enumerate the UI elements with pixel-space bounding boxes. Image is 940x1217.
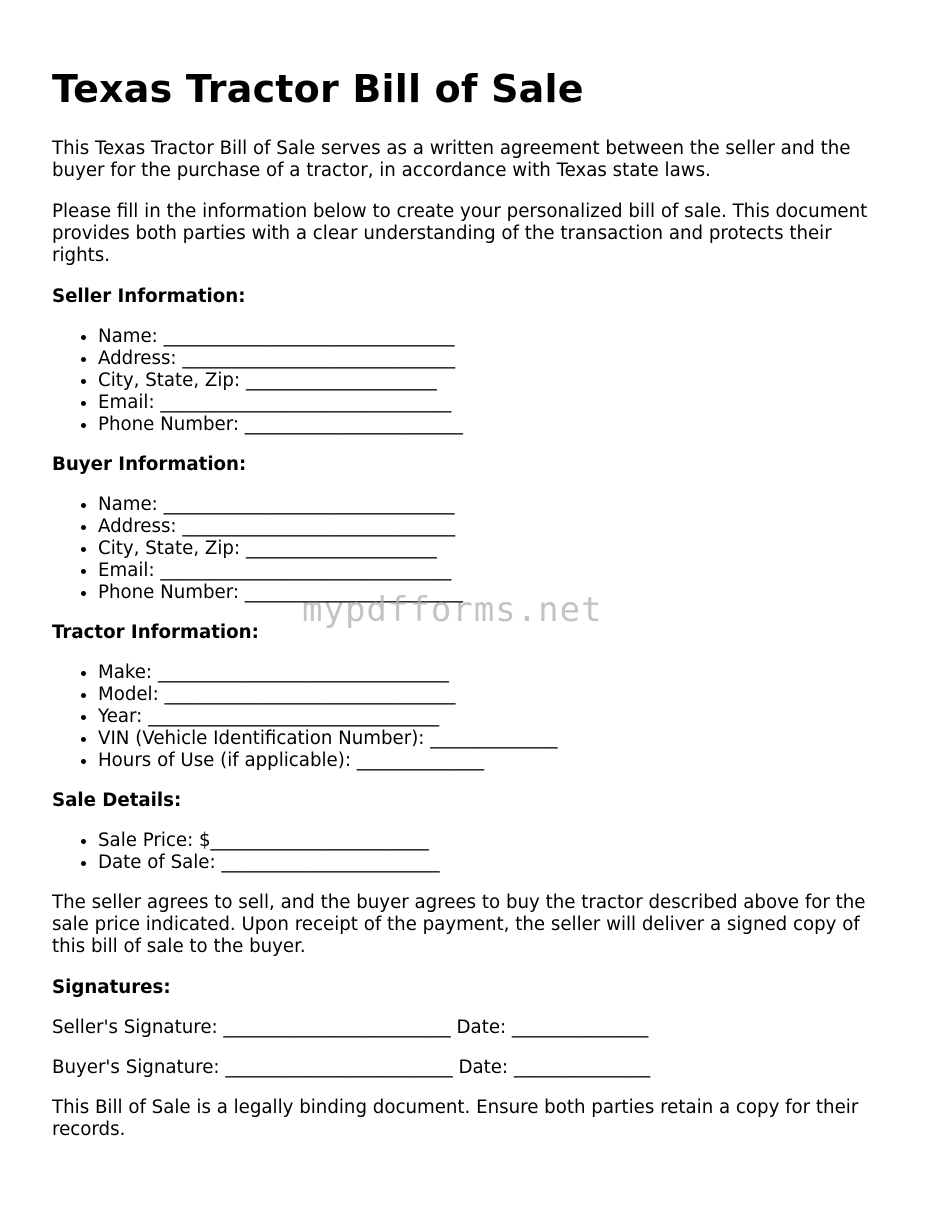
buyer-phone-field: • Phone Number: ________________________ <box>98 582 892 604</box>
tractor-hours-field: • Hours of Use (if applicable): ______________ <box>98 750 892 772</box>
tractor-fields-list <box>52 662 892 772</box>
sale-date-field: • Date of Sale: ________________________ <box>98 852 892 874</box>
seller-name-field: • Name: ________________________________ <box>98 326 892 348</box>
tractor-vin-field: • VIN (Vehicle Identification Number): ______________ <box>98 728 892 750</box>
sale-fields-list <box>52 830 892 874</box>
tractor-model-field: • Model: ________________________________ <box>98 684 892 706</box>
buyer-fields-list <box>52 494 892 604</box>
seller-section-heading: Seller Information: <box>52 286 246 307</box>
seller-address-field: • Address: ______________________________ <box>98 348 892 370</box>
buyer-email-field: • Email: ________________________________ <box>98 560 892 582</box>
seller-email-field: • Email: ________________________________ <box>98 392 892 414</box>
buyer-signature-line: Buyer's Signature: _________________________ Date: _______________ <box>52 1057 651 1078</box>
seller-city-state-zip-field: • City, State, Zip: _____________________ <box>98 370 892 392</box>
intro-paragraph: This Texas Tractor Bill of Sale serves as a written agreement between the seller and the buyer for the purchase of a tractor, in accordance with Texas state laws. <box>52 138 851 181</box>
watermark-text: mypdfforms.net <box>302 590 603 630</box>
seller-signature-line: Seller's Signature: _________________________ Date: _______________ <box>52 1017 649 1038</box>
tractor-section-heading: Tractor Information: <box>52 622 259 643</box>
tractor-make-field: • Make: ________________________________ <box>98 662 892 684</box>
page-title: Texas Tractor Bill of Sale <box>52 67 584 111</box>
tractor-year-field: • Year: ________________________________ <box>98 706 892 728</box>
signatures-section-heading: Signatures: <box>52 977 171 998</box>
agreement-paragraph: The seller agrees to sell, and the buyer agrees to buy the tractor described above for the sale price indicated. Upon receipt of the payment, the seller will deliver a signed copy of this bill of sale to the buyer. <box>52 892 866 957</box>
seller-phone-field: • Phone Number: ________________________ <box>98 414 892 436</box>
buyer-name-field: • Name: ________________________________ <box>98 494 892 516</box>
instructions-paragraph: Please fill in the information below to create your personalized bill of sale. This document provides both parties with a clear understanding of the transaction and protects their rights. <box>52 201 868 266</box>
sale-price-field: • Sale Price: $________________________ <box>98 830 892 852</box>
buyer-section-heading: Buyer Information: <box>52 454 247 475</box>
closing-paragraph: This Bill of Sale is a legally binding document. Ensure both parties retain a copy for their records. <box>52 1097 859 1140</box>
sale-section-heading: Sale Details: <box>52 790 182 811</box>
buyer-address-field: • Address: ______________________________ <box>98 516 892 538</box>
seller-fields-list <box>52 326 892 436</box>
buyer-city-state-zip-field: • City, State, Zip: _____________________ <box>98 538 892 560</box>
